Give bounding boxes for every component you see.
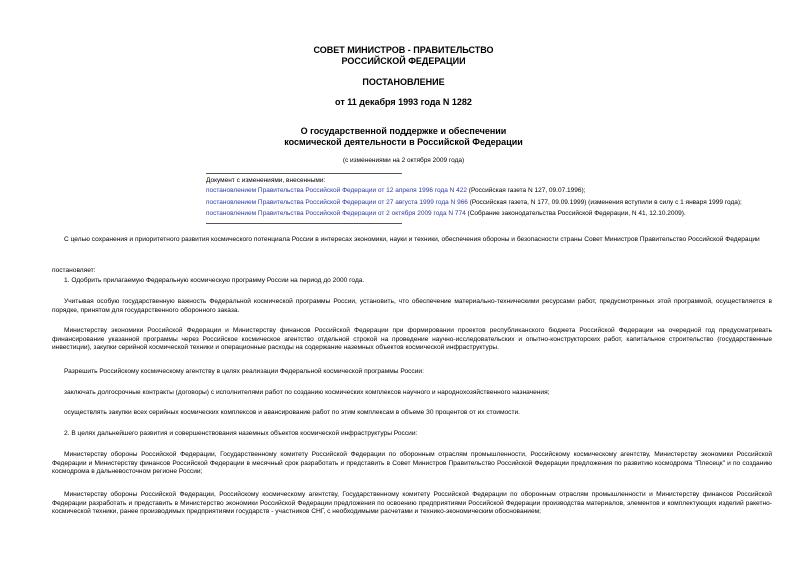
divider-bottom: [206, 223, 402, 224]
paragraph-purchases: осуществлять закупки всех серийных космических комплексов и авансирование работ по этим комплексам в объеме 30 процентов от их стоимости.: [64, 409, 521, 416]
changes-intro: Документ с изменениями, внесенными:: [206, 177, 326, 184]
change-source-1: (Российская газета N 127, 09.07.1996);: [467, 187, 586, 194]
paragraph-supply: Учитывая особую государственную важность Федеральной космической программы России, установить, что обеспечение материально-техническими ресурсами работ, предусмотренных этой программой, осуществляется в порядке, принятом для государственного оборонного заказа.: [52, 298, 772, 314]
divider-top: [206, 173, 402, 174]
paragraph-permit: Разрешить Российскому космическому агентству в целях реализации Федеральной космической программы России:: [64, 368, 424, 375]
paragraph-cosmodrome: Министерству обороны Российской Федерации, Государственному комитету Российской Федерации по оборонным отраслям промышленности, Российскому космическому агентству, Министерству экономики Российской Федерации и Министерству финансов Российской Федерации в месячный срок разработать и представить в Совет Министров Правительство Российской Федерации предложения по развитию космодрома "Плесецк" и по созданию космодрома в дальневосточном регионе России;: [52, 451, 772, 476]
title-line-1: О государственной поддержке и обеспечении: [300, 126, 507, 136]
issuer-line-1: СОВЕТ МИНИСТРОВ - ПРАВИТЕЛЬСТВО: [313, 45, 494, 55]
paragraph-item-1: 1. Одобрить прилагаемую Федеральную космическую программу России на период до 2000 года.: [64, 277, 365, 284]
change-item: [206, 199, 742, 207]
revision-note: (с изменениями на 2 октября 2009 года): [342, 157, 465, 164]
paragraph-preamble: С целью сохранения и приоритетного развития космического потенциала России в интересах экономики, науки и техники, обеспечения обороны и безопасности страны Совет Министров Правительство Российской Федерации: [64, 236, 760, 243]
document-date-number: от 11 декабря 1993 года N 1282: [335, 97, 472, 107]
document-type: ПОСТАНОВЛЕНИЕ: [362, 77, 445, 87]
title-line-2: космической деятельности в Российской Федерации: [284, 137, 523, 147]
change-item: [206, 210, 686, 218]
change-link-3[interactable]: постановлением Правительства Российской Федерации от 2 октября 2009 года N 774: [206, 210, 466, 217]
paragraph-resolves: постановляет:: [52, 267, 96, 274]
paragraph-financing: Министерству экономики Российской Федерации и Министерству финансов Российской Федерации при формировании проектов республиканского бюджета Российской Федерации на очередной год предусматривать финансирование указанной программы через Российское космическое агентство отдельной строкой на проведение научно-исследовательских и опытно-конструкторских работ, капитальное строительство (государственные инвестиции), закупки серийной космической техники и операционные расходы на содержание наземных объектов космической инфраструктуры.: [52, 327, 772, 352]
paragraph-production: Министерству обороны Российской Федерации, Российскому космическому агентству, Государственному комитету Российской Федерации по оборонным отраслям промышленности и Министерству финансов Российской Федерации разработать и представить в Министерство экономики Российской Федерации предложения по освоению предприятиями Российской Федерации производства материалов, элементов и комплектующих изделий ракетно-космической техники, ранее производимых предприятиями государств - участников СНГ, с необходимыми расчетами и технико-экономическим обоснованием;: [52, 491, 772, 516]
paragraph-contracts: заключать долгосрочные контракты (договоры) с исполнителями работ по созданию космических комплексов научного и народнохозяйственного назначения;: [64, 389, 550, 396]
change-source-2: (Российская газета, N 177, 09.09.1999) (изменения вступили в силу с 1 января 1999 года);: [467, 199, 742, 206]
change-item: [206, 187, 585, 195]
change-link-2[interactable]: постановлением Правительства Российской Федерации от 27 августа 1999 года N 966: [206, 199, 468, 206]
paragraph-item-2: 2. В целях дальнейшего развития и совершенствования наземных объектов космической инфраструктуры России:: [64, 430, 418, 437]
change-link-1[interactable]: постановлением Правительства Российской Федерации от 12 апреля 1996 года N 422: [206, 187, 467, 194]
issuer-line-2: РОССИЙСКОЙ ФЕДЕРАЦИИ: [341, 56, 466, 66]
change-source-3: (Собрание законодательства Российской Федерации, N 41, 12.10.2009).: [465, 210, 686, 217]
